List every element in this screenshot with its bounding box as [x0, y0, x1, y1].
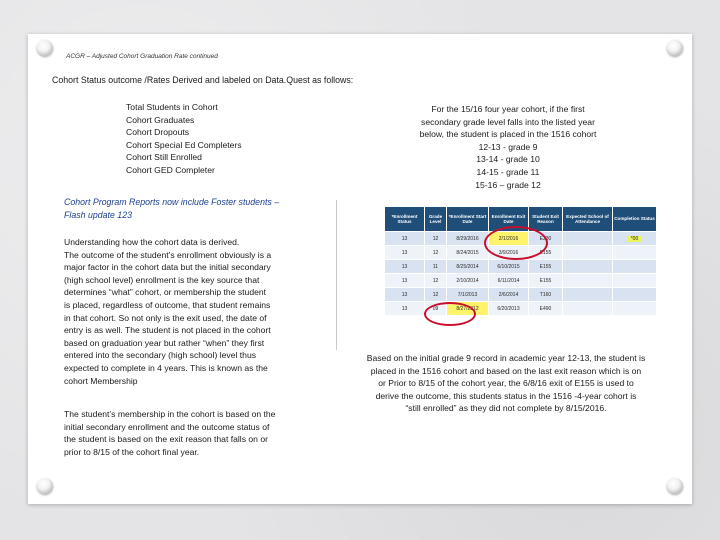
column-divider — [336, 200, 337, 350]
table-cell — [613, 288, 657, 302]
column-header: Student Exit Reason — [529, 207, 563, 232]
table-cell: 12 — [425, 232, 447, 246]
table-cell: 11 — [425, 260, 447, 274]
table-cell — [563, 232, 613, 246]
table-cell: 7/1/2013 — [447, 288, 489, 302]
table-cell — [613, 232, 657, 246]
table-cell: 13 — [385, 288, 425, 302]
table-cell: E230 — [529, 232, 563, 246]
table-cell: E490 — [529, 302, 563, 316]
table-cell: T160 — [529, 288, 563, 302]
outcome-item: Cohort Dropouts — [126, 127, 190, 138]
result-line: or Prior to 8/15 of the cohort year, the 6/8/16 exit of E155 is used to — [378, 378, 634, 389]
exit-date-highlight-ring — [484, 226, 548, 260]
cohort-grade-line: 13-14 - grade 10 — [476, 154, 540, 165]
pin-bottom-left — [37, 478, 53, 494]
pin-top-left — [37, 40, 53, 56]
table-row — [385, 288, 657, 302]
enrollment-table-image — [384, 206, 656, 320]
intro-text: Cohort Status outcome /Rates Derived and labeled on Data.Quest as follows: — [52, 75, 354, 85]
membership-line: The student’s membership in the cohort is based on the — [64, 409, 276, 419]
table-cell: 13 — [385, 246, 425, 260]
table-cell: 13 — [385, 274, 425, 288]
table-cell: 13 — [385, 260, 425, 274]
result-line: derive the outcome, this students status in the 1516 -4-year cohort is — [375, 390, 637, 401]
understanding-line: (high school level) enrollment is the key source that — [64, 274, 260, 285]
table-cell-highlighted: 8/27/2012 — [447, 302, 489, 316]
column-header: *Enrollment Start Date — [447, 207, 489, 232]
table-cell: 12 — [425, 288, 447, 302]
program-reports-line: Cohort Program Reports now include Foster students – — [64, 197, 280, 207]
table-cell — [613, 274, 657, 288]
understanding-line: entry is as well. The student is not placed in the cohort — [64, 325, 271, 336]
table-cell: 8/29/2016 — [447, 232, 489, 246]
outcome-item: Cohort Still Enrolled — [126, 152, 202, 163]
table-cell: 2/10/2014 — [447, 274, 489, 288]
understanding-line: major factor in the cohort data but the initial secondary — [64, 262, 271, 273]
table-cell: 12 — [425, 274, 447, 288]
cohort-explanation-line: secondary grade level falls into the listed year — [421, 116, 595, 127]
outcome-list — [126, 101, 242, 177]
table-cell: 12 — [425, 246, 447, 260]
membership-paragraph — [64, 408, 324, 458]
start-date-highlight-ring — [424, 302, 476, 326]
understanding-line: in that cohort. So not only is the exit used, the date of — [64, 312, 267, 323]
understanding-line: cohort Membership — [64, 375, 138, 386]
table-cell — [563, 274, 613, 288]
table-cell: E155 — [529, 260, 563, 274]
table-cell: 09 — [425, 302, 447, 316]
table-cell — [613, 260, 657, 274]
table-cell: 2/6/2014 — [489, 288, 529, 302]
result-line: placed in the 1516 cohort and based on the last exit reason which is on — [370, 365, 642, 376]
understanding-line: is placed, regardless of outcome, that student remains — [64, 299, 271, 310]
cohort-grade-line: 12-13 - grade 9 — [478, 141, 538, 152]
table-cell: 6/20/2013 — [489, 302, 529, 316]
table-cell: E155 — [529, 274, 563, 288]
column-header: *Enrollment Status — [385, 207, 425, 232]
table-cell — [613, 302, 657, 316]
table-cell: 6/11/2014 — [489, 274, 529, 288]
table-cell — [613, 246, 657, 260]
outcome-item: Cohort Special Ed Completers — [126, 139, 242, 150]
membership-line: prior to 8/15 of the cohort final year. — [64, 446, 200, 457]
understanding-line: The outcome of the student’s enrollment obviously is a — [64, 249, 272, 260]
program-reports-line: Flash update 123 — [64, 210, 132, 220]
cohort-grade-line: 14-15 - grade 11 — [476, 166, 540, 177]
understanding-line: determines “what” cohort, or membership the student — [64, 287, 267, 298]
table-cell — [563, 302, 613, 316]
table-cell-highlighted: 2/1/2016 — [489, 232, 529, 246]
column-header: Expected School of Attendance — [563, 207, 613, 232]
program-reports-note — [64, 196, 324, 222]
understanding-paragraph — [64, 236, 324, 387]
table-cell — [563, 288, 613, 302]
column-header: Completion Status — [613, 207, 657, 232]
table-cell — [563, 260, 613, 274]
table-row — [385, 260, 657, 274]
column-header: Grade Level — [425, 207, 447, 232]
table-cell: 13 — [385, 302, 425, 316]
completion-status-highlight: *00 — [627, 236, 643, 242]
cohort-grade-line: 15-16 – grade 12 — [475, 179, 541, 190]
result-line: Based on the initial grade 9 record in academic year 12-13, the student is — [366, 353, 646, 363]
table-cell: E155 — [529, 246, 563, 260]
understanding-line: entered into the secondary (high school) level thus — [64, 350, 257, 361]
result-line: “still enrolled” as they did not complete by 8/15/2016. — [405, 403, 607, 414]
understanding-line: based on graduation year but rather “when” they first — [64, 337, 265, 348]
outcome-item: Cohort GED Completer — [126, 164, 215, 175]
cohort-explanation-line: For the 15/16 four year cohort, if the first — [431, 104, 585, 114]
table-cell: 13 — [385, 232, 425, 246]
cohort-explanation-line: below, the student is placed in the 1516 cohort — [419, 129, 597, 140]
cohort-explanation — [398, 103, 618, 191]
pin-bottom-right — [667, 478, 683, 494]
outcome-item: Cohort Graduates — [126, 114, 195, 125]
membership-line: the student is based on the exit reason that falls on or — [64, 434, 268, 445]
pin-top-right — [667, 40, 683, 56]
membership-line: initial secondary enrollment and the outcome status of — [64, 421, 270, 432]
understanding-line: Understanding how the cohort data is derived. — [64, 237, 240, 247]
column-header: Enrollment Exit Date — [489, 207, 529, 232]
table-cell: 8/24/2015 — [447, 246, 489, 260]
table-cell: 3/9/2016 — [489, 246, 529, 260]
table-cell: 8/25/2014 — [447, 260, 489, 274]
table-cell: 6/10/2015 — [489, 260, 529, 274]
table-row — [385, 274, 657, 288]
result-explanation — [338, 352, 674, 415]
outcome-item: Total Students in Cohort — [126, 102, 218, 112]
understanding-line: expected to complete in 4 years. This is known as the — [64, 362, 268, 373]
slide-header-note: ACGR – Adjusted Cohort Graduation Rate continued — [66, 53, 218, 60]
enrollment-table — [384, 206, 657, 316]
table-cell — [563, 246, 613, 260]
